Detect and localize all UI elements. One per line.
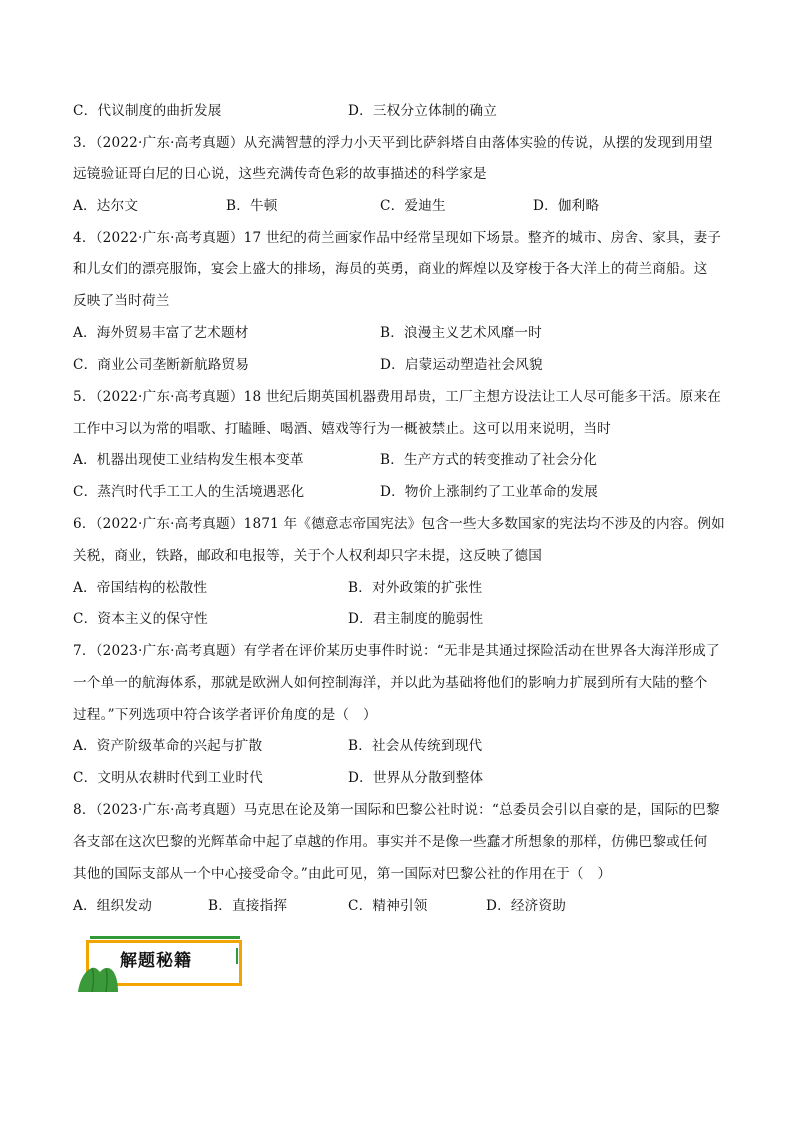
q2-option-c: C．代议制度的曲折发展: [73, 103, 222, 119]
q7-stem-line-3: 过程。”下列选项中符合该学者评价角度的是（ ）: [73, 707, 377, 723]
q4-stem-line-3: 反映了当时荷兰: [73, 293, 170, 309]
q8-stem-line-3: 其他的国际支部从一个中心接受命令。”由此可见，第一国际对巴黎公社的作用在于（ ）: [73, 866, 612, 882]
banner-title: 解题秘籍: [120, 951, 192, 971]
q5-option-c: C．蒸汽时代手工工人的生活境遇恶化: [73, 484, 305, 500]
q3-option-a: A．达尔文: [73, 198, 139, 214]
q6-option-a: A．帝国结构的松散性: [73, 580, 208, 596]
q6-option-b: B．对外政策的扩张性: [348, 580, 483, 596]
q4-option-c: C．商业公司垄断新航路贸易: [73, 357, 250, 373]
banner-top-accent: [90, 936, 240, 939]
green-hill-icon: [76, 952, 120, 992]
q3-option-d: D．伽利略: [533, 198, 600, 214]
q4-option-b: B．浪漫主义艺术风靡一时: [380, 325, 542, 341]
q8-option-b: B．直接指挥: [208, 898, 288, 914]
q7-stem-line-1: 7．（2023·广东·高考真题）有学者在评价某历史事件时说：“无非是其通过探险活动在世界各大海洋形成了: [73, 643, 720, 659]
q4-option-d: D．启蒙运动塑造社会风貌: [380, 357, 543, 373]
q6-option-d: D．君主制度的脆弱性: [348, 611, 484, 627]
q5-option-b: B．生产方式的转变推动了社会分化: [380, 452, 598, 468]
q5-option-a: A．机器出现使工业结构发生根本变革: [73, 452, 304, 468]
q8-stem-line-2: 各支部在这次巴黎的光辉革命中起了卓越的作用。事实并不是像一些蠢才所想象的那样，仿佛巴黎或任何: [73, 834, 708, 850]
q3-option-b: B．牛顿: [226, 198, 278, 214]
q3-option-c: C．爱迪生: [380, 198, 446, 214]
section-banner: [76, 936, 248, 994]
q3-stem-line-2: 远镜验证哥白尼的日心说，这些充满传奇色彩的故事描述的科学家是: [73, 166, 487, 182]
q7-option-c: C．文明从农耕时代到工业时代: [73, 770, 263, 786]
q6-stem-line-2: 关税，商业，铁路，邮政和电报等，关于个人权利却只字未提，这反映了德国: [73, 548, 542, 564]
q8-option-a: A．组织发动: [73, 898, 152, 914]
q7-option-b: B．社会从传统到现代: [348, 738, 483, 754]
q8-stem-line-1: 8．（2023·广东·高考真题）马克思在论及第一国际和巴黎公社时说：“总委员会引以自豪的是，国际的巴黎: [73, 802, 720, 818]
q4-option-a: A．海外贸易丰富了艺术题材: [73, 325, 249, 341]
q2-option-d: D．三权分立体制的确立: [348, 103, 498, 119]
q6-option-c: C．资本主义的保守性: [73, 611, 208, 627]
banner-side-accent: [236, 948, 238, 964]
q7-option-d: D．世界从分散到整体: [348, 770, 484, 786]
q5-stem-line-1: 5．（2022·广东·高考真题）18 世纪后期英国机器费用昂贵，工厂主想方设法让工人尽可能多干活。原来在: [73, 389, 722, 405]
q6-stem-line-1: 6．（2022·广东·高考真题）1871 年《德意志帝国宪法》包含一些大多数国家的宪法均不涉及的内容。例如: [73, 516, 725, 532]
q8-option-c: C．精神引领: [348, 898, 428, 914]
q5-option-d: D．物价上涨制约了工业革命的发展: [380, 484, 599, 500]
q8-option-d: D．经济资助: [486, 898, 567, 914]
q7-stem-line-2: 一个单一的航海体系，那就是欧洲人如何控制海洋，并以此为基础将他们的影响力扩展到所有大陆的整个: [73, 675, 708, 691]
q4-stem-line-2: 和儿女们的漂亮服饰，宴会上盛大的排场，海员的英勇，商业的辉煌以及穿梭于各大洋上的荷兰商船。这: [73, 261, 708, 277]
q3-stem-line-1: 3．（2022·广东·高考真题）从充满智慧的浮力小天平到比萨斜塔自由落体实验的传说，从摆的发现到用望: [73, 135, 713, 151]
q4-stem-line-1: 4．（2022·广东·高考真题）17 世纪的荷兰画家作品中经常呈现如下场景。整齐的城市、房舍、家具，妻子: [73, 230, 722, 246]
q5-stem-line-2: 工作中习以为常的唱歌、打瞌睡、喝酒、嬉戏等行为一概被禁止。这可以用来说明，当时: [73, 421, 611, 437]
q7-option-a: A．资产阶级革命的兴起与扩散: [73, 738, 263, 754]
